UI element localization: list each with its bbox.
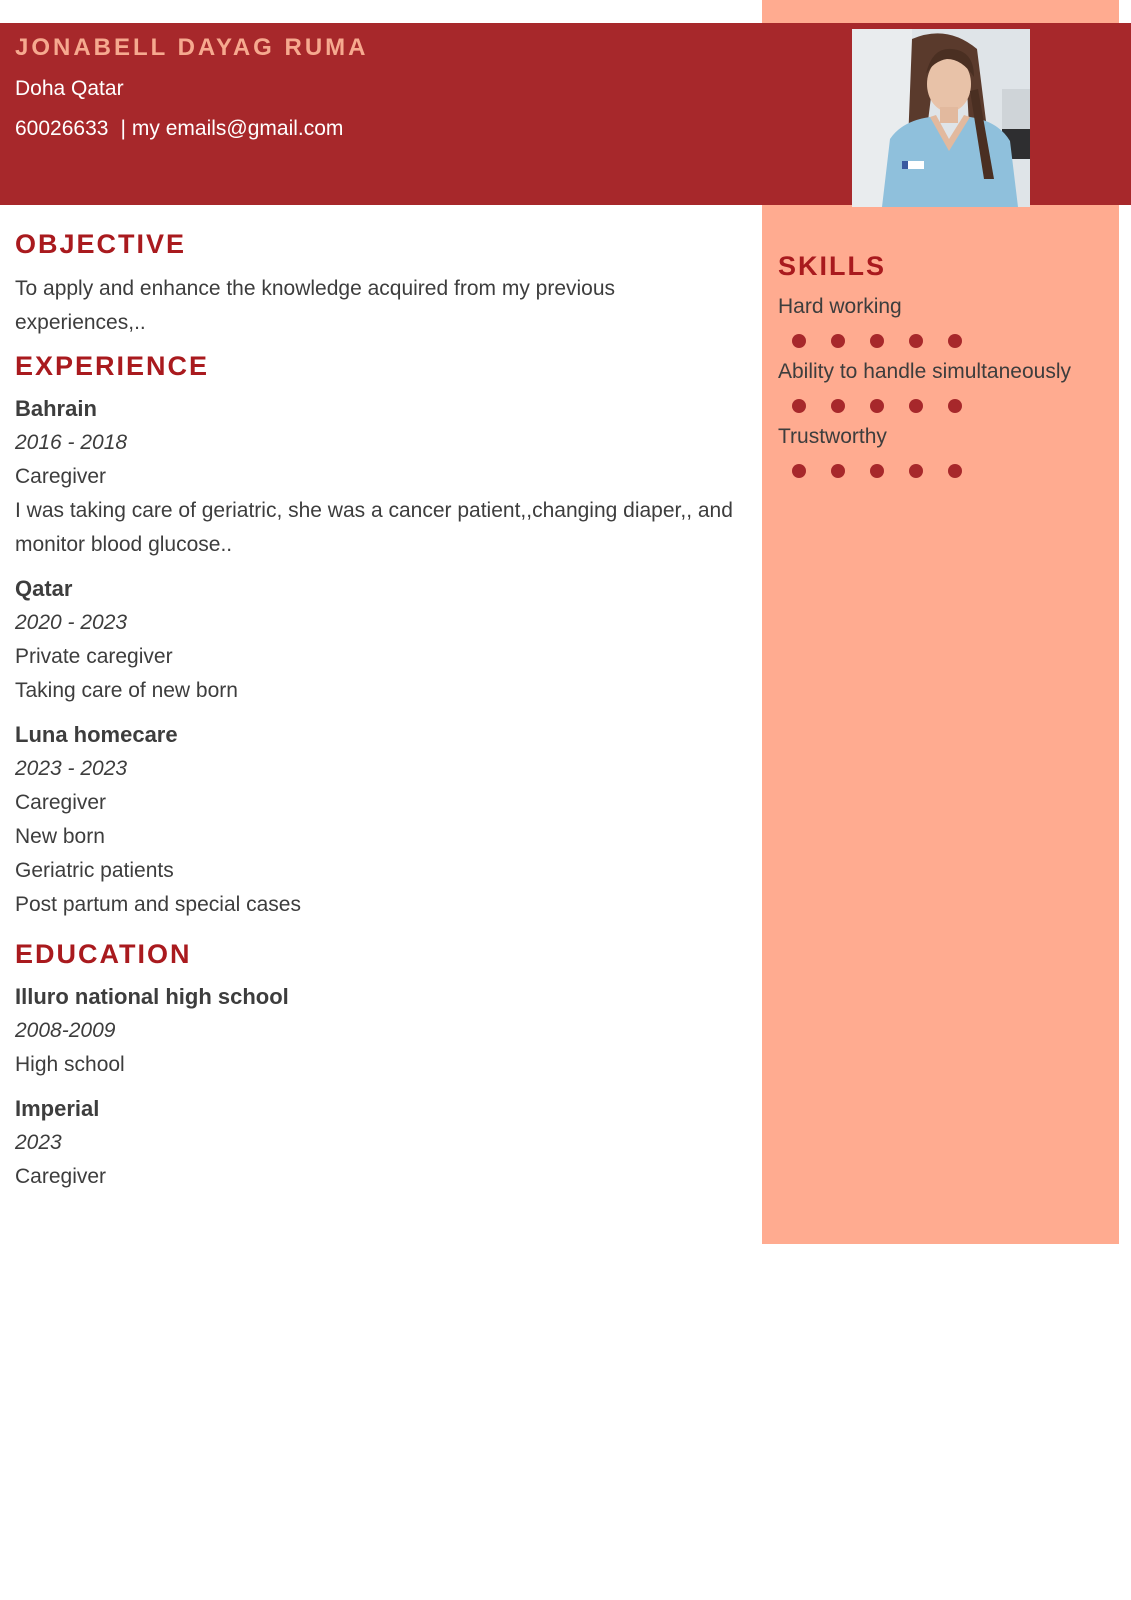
entry-name: Luna homecare xyxy=(15,722,178,747)
education-title: EDUCATION xyxy=(15,939,192,969)
header xyxy=(15,33,755,142)
contact-separator: | xyxy=(120,117,126,140)
contact-line xyxy=(15,116,755,142)
entry-line: New born xyxy=(15,825,105,848)
skill-item xyxy=(778,357,1118,414)
entry-date: 2016 - 2018 xyxy=(15,431,128,454)
skill-dot xyxy=(870,464,884,478)
skill-dot xyxy=(870,399,884,413)
entry-date: 2023 xyxy=(15,1131,62,1154)
entry-name: Illuro national high school xyxy=(15,984,289,1009)
experience-section xyxy=(15,348,740,922)
education-section xyxy=(15,936,740,1194)
experience-entry xyxy=(15,392,740,562)
skill-dot xyxy=(831,334,845,348)
objective-section xyxy=(15,226,740,340)
skills-title: SKILLS xyxy=(778,251,887,281)
entry-date: 2023 - 2023 xyxy=(15,757,128,780)
skill-item xyxy=(778,292,1118,349)
skill-dot xyxy=(831,399,845,413)
skill-dot xyxy=(792,399,806,413)
entry-line: High school xyxy=(15,1053,125,1076)
entry-line: Caregiver xyxy=(15,465,107,488)
entry-name: Imperial xyxy=(15,1096,100,1121)
skill-rating xyxy=(778,333,1118,349)
objective-text: To apply and enhance the knowledge acquired from my previous experiences,.. xyxy=(15,277,616,334)
skill-dot xyxy=(948,464,962,478)
skill-item xyxy=(778,422,1118,479)
entry-line: Geriatric patients xyxy=(15,859,174,882)
skill-dot xyxy=(792,464,806,478)
location: Doha Qatar xyxy=(15,77,124,100)
objective-title: OBJECTIVE xyxy=(15,229,187,259)
skill-rating xyxy=(778,398,1118,414)
skill-dot xyxy=(792,334,806,348)
skill-name: Trustworthy xyxy=(778,425,887,448)
skills-section xyxy=(778,248,1118,479)
entry-date: 2020 - 2023 xyxy=(15,611,128,634)
education-entry xyxy=(15,980,740,1082)
entry-line: Caregiver xyxy=(15,791,107,814)
candidate-name: JONABELL DAYAG RUMA xyxy=(15,34,369,61)
skill-name: Ability to handle simultaneously xyxy=(778,360,1071,383)
entry-name: Bahrain xyxy=(15,396,97,421)
skill-dot xyxy=(948,399,962,413)
skill-name: Hard working xyxy=(778,295,902,318)
entry-line: Taking care of new born xyxy=(15,679,238,702)
entry-line: Post partum and special cases xyxy=(15,893,301,916)
skill-rating xyxy=(778,463,1118,479)
main-column xyxy=(15,226,740,1194)
phone: 60026633 xyxy=(15,117,109,140)
skill-dot xyxy=(909,334,923,348)
education-entry xyxy=(15,1092,740,1194)
experience-entry xyxy=(15,718,740,922)
skill-dot xyxy=(831,464,845,478)
skill-dot xyxy=(909,399,923,413)
experience-entry xyxy=(15,572,740,708)
entry-line: Private caregiver xyxy=(15,645,173,668)
experience-title: EXPERIENCE xyxy=(15,351,210,381)
entry-line: I was taking care of geriatric, she was a cancer patient,,changing diaper,, and monitor blood glucose.. xyxy=(15,499,733,556)
skill-dot xyxy=(948,334,962,348)
entry-date: 2008-2009 xyxy=(15,1019,116,1042)
skill-dot xyxy=(909,464,923,478)
profile-photo xyxy=(852,29,1030,207)
entry-line: Caregiver xyxy=(15,1165,107,1188)
entry-name: Qatar xyxy=(15,576,73,601)
email: my emails@gmail.com xyxy=(131,117,344,140)
skill-dot xyxy=(870,334,884,348)
